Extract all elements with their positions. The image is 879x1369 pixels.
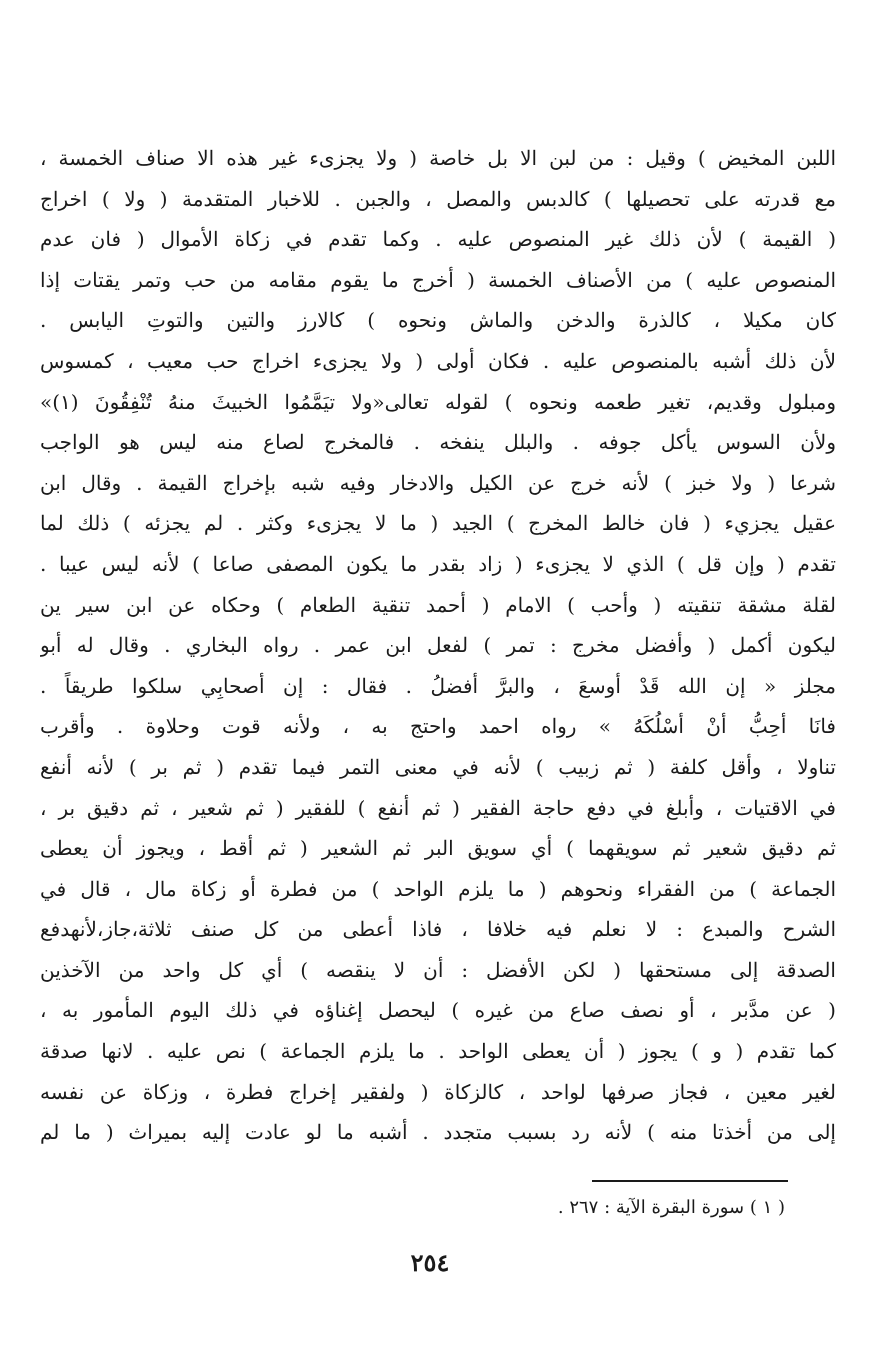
text-line: ولأن السوس يأكل جوفه . والبلل ينفخه . فالمخرج لصاع منه ليس هو الواجب — [40, 430, 836, 455]
text-line: ومبلول وقديم، تغير طعمه ونحوه ) لقوله تعالى«ولا تيَمَّمُوا الخبيثَ منهُ تُنْفِقُونَ (١)» — [40, 389, 836, 414]
text-line: الصدقة إلى مستحقها ( لكن الأفضل : أن لا ينقصه ) أي كل واحد من الآخذين — [40, 957, 836, 982]
text-line: مع قدرته على تحصيلها ) كالدبس والمصل ، والجبن . للاخبار المتقدمة ( ولا ) اخراج — [40, 186, 836, 211]
text-line: كان مكيلا ، كالذرة والدخن والماش ونحوه ) كالارز والتين والتوتِ اليابس . — [40, 308, 836, 333]
text-line: تقدم ( وإن قل ) الذي لا يجزىء ( زاد بقدر ما يكون المصفى صاعا ) لأنه ليس عيبا . — [40, 551, 836, 576]
main-text-block — [40, 138, 836, 1153]
text-line: ليكون أكمل ( وأفضل مخرج : تمر ) لفعل ابن عمر . رواه البخاري . وقال له أبو — [40, 633, 836, 658]
text-line: لغير معين ، فجاز صرفها لواحد ، كالزكاة ( ولفقير إخراج فطرة ، وزكاة عن نفسه — [40, 1079, 836, 1104]
text-line: فانَا أحِبُّ أنْ أسْلُكَهُ » رواه احمد واحتج به ، ولأنه قوت وحلاوة . وأقرب — [40, 714, 836, 739]
text-line: ثم دقيق شعير ثم سويقهما ) أي سويق البر ثم الشعير ( ثم أقط ، ويجوز أن يعطى — [40, 836, 836, 861]
text-line: عقيل يجزيء ( فان خالط المخرج ) الجيد ( ما لا يجزىء وكثر . لم يجزئه ) ذلك لما — [40, 511, 836, 536]
text-line: ( عن مدَّبر ، أو نصف صاع من غيره ) ليحصل إغناؤه في ذلك اليوم المأمور به ، — [40, 998, 836, 1023]
text-line: شرعا ( ولا خبز ) لأنه خرج عن الكيل والادخار وفيه شبه بإخراج القيمة . وقال ابن — [40, 470, 836, 495]
text-line: الجماعة ) من الفقراء ونحوهم ( ما يلزم الواحد ) من فطرة أو زكاة مال ، قال في — [40, 876, 836, 901]
text-line: المنصوص عليه ) من الأصناف الخمسة ( أخرج ما يقوم مقامه من حب وتمر يقتات إذا — [40, 267, 836, 292]
text-line: كما تقدم ( و ) يجوز ( أن يعطى الواحد . ما يلزم الجماعة ) نص عليه . لانها صدقة — [40, 1039, 836, 1064]
footnote: ( ١ ) سورة البقرة الآية : ٢٦٧ . — [557, 1197, 785, 1218]
page-number: ٢٥٤ — [410, 1248, 450, 1277]
text-line: تناولا ، وأقل كلفة ( ثم زبيب ) لأنه في معنى التمر فيما تقدم ( ثم بر ) لأنه أنفع — [40, 754, 836, 779]
text-line: الشرح والمبدع : لا نعلم فيه خلافا ، فاذا أعطى من كل صنف ثلاثة،جاز،لأنهدفع — [40, 917, 836, 942]
text-line: ( القيمة ) لأن ذلك غير المنصوص عليه . وكما تقدم في زكاة الأموال ( فان عدم — [40, 227, 836, 252]
footnote-divider — [592, 1180, 788, 1182]
text-line: لأن ذلك أشبه بالمنصوص عليه . فكان أولى ( ولا يجزىء اخراج حب معيب ، كمسوس — [40, 348, 836, 373]
text-line: في الاقتيات ، وأبلغ في دفع حاجة الفقير ( ثم أنفع ) للفقير ( ثم شعير ، ثم دقيق بر ، — [40, 795, 836, 820]
text-line: اللبن المخيض ) وقيل : من لبن الا بل خاصة ( ولا يجزىء غير هذه الا صناف الخمسة ، — [40, 146, 836, 170]
text-line: إلى من أخذتا منه ) لأنه رد بسبب متجدد . أشبه ما لو عادت إليه بميراث ( ما لم — [40, 1120, 836, 1145]
text-line: مجلز « إن الله قَدْ أوسعَ ، والبرَّ أفضلُ . فقال : إن أصحابِي سلكوا طريقاً . — [40, 673, 836, 698]
text-line: لقلة مشقة تنقيته ( وأحب ) الامام ( أحمد تنقية الطعام ) وحكاه عن ابن سير ين — [40, 592, 836, 617]
